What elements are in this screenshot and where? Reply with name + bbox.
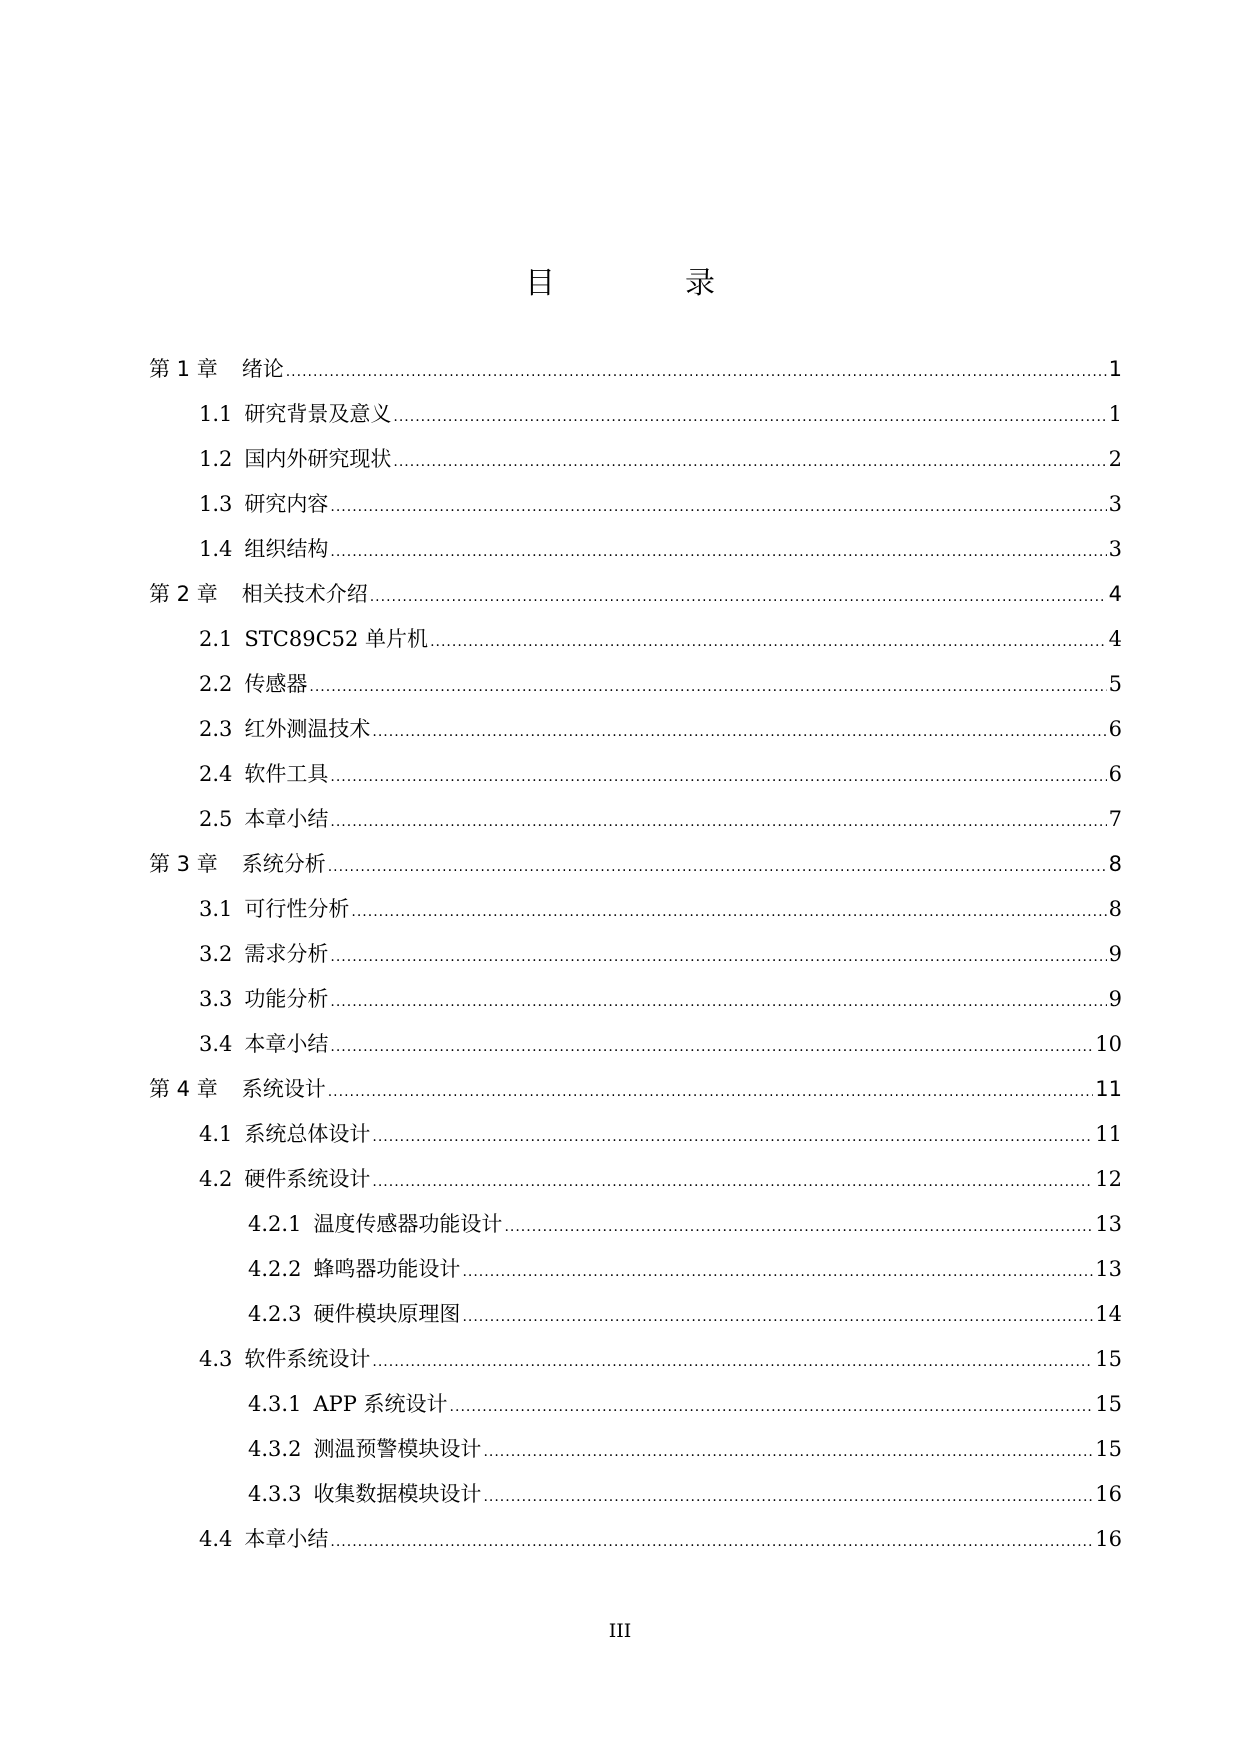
toc-entry-page: 11 xyxy=(1095,1122,1122,1146)
toc-leader-dots xyxy=(393,402,1106,432)
toc-entry[interactable] xyxy=(149,354,1122,384)
toc-entry[interactable] xyxy=(248,1389,1122,1419)
toc-entry-number: 3.4 xyxy=(199,1032,233,1056)
toc-entry-label: 硬件系统设计 xyxy=(244,1167,371,1191)
toc-entry[interactable] xyxy=(199,444,1122,474)
toc-entry-label: 收集数据模块设计 xyxy=(313,1482,482,1506)
toc-entry-page: 8 xyxy=(1108,897,1122,921)
toc-entry-label: 相关技术介绍 xyxy=(241,582,368,606)
toc-leader-dots xyxy=(328,852,1107,882)
toc-entry-number: 4.4 xyxy=(199,1527,233,1551)
toc-entry-page: 3 xyxy=(1108,537,1122,561)
toc-entry-number: 4.2.3 xyxy=(248,1302,302,1326)
toc-entry-number: 1.2 xyxy=(199,447,233,471)
toc-entry-label: 系统分析 xyxy=(241,852,326,876)
toc-entry-page: 16 xyxy=(1095,1482,1122,1506)
toc-entry[interactable] xyxy=(199,1119,1122,1149)
toc-leader-dots xyxy=(504,1212,1093,1242)
toc-entry-number: 1.1 xyxy=(199,402,233,426)
toc-entry[interactable] xyxy=(199,759,1122,789)
toc-entry-page: 4 xyxy=(1108,582,1122,606)
toc-leader-dots xyxy=(430,627,1107,657)
toc-leader-dots xyxy=(483,1437,1093,1467)
toc-entry-page: 12 xyxy=(1095,1167,1122,1191)
toc-entry-label: 组织结构 xyxy=(244,537,329,561)
toc-entry-number: 2.2 xyxy=(199,672,233,696)
toc-entry-number: 第 1 章 xyxy=(149,357,218,381)
toc-entry-number: 3.1 xyxy=(199,897,233,921)
toc-entry-page: 3 xyxy=(1108,492,1122,516)
toc-leader-dots xyxy=(330,1032,1093,1062)
toc-leader-dots xyxy=(330,537,1106,567)
toc-entry-page: 1 xyxy=(1108,402,1122,426)
toc-leader-dots xyxy=(330,762,1106,792)
toc-entry-number: 3.3 xyxy=(199,987,233,1011)
toc-entry[interactable] xyxy=(199,399,1122,429)
toc-entry[interactable] xyxy=(199,939,1122,969)
toc-entry[interactable] xyxy=(199,804,1122,834)
toc-entry-page: 6 xyxy=(1108,762,1122,786)
toc-entry[interactable] xyxy=(199,1164,1122,1194)
toc-leader-dots xyxy=(372,1122,1093,1152)
page-title: 目 录 xyxy=(525,266,765,301)
toc-entry[interactable] xyxy=(199,669,1122,699)
toc-entry-number: 第 2 章 xyxy=(149,582,218,606)
toc-entry-number: 3.2 xyxy=(199,942,233,966)
toc-entry-label: 需求分析 xyxy=(244,942,329,966)
toc-entry[interactable] xyxy=(149,849,1122,879)
toc-entry-page: 13 xyxy=(1095,1257,1122,1281)
toc-entry-page: 16 xyxy=(1095,1527,1122,1551)
toc-leader-dots xyxy=(351,897,1106,927)
toc-entry-label: 硬件模块原理图 xyxy=(313,1302,461,1326)
toc-entry-number: 4.3 xyxy=(199,1347,233,1371)
toc-entry-page: 11 xyxy=(1095,1077,1122,1101)
toc-entry-number: 4.2.2 xyxy=(248,1257,302,1281)
toc-entry-label: 软件系统设计 xyxy=(244,1347,371,1371)
toc-entry-number: 2.3 xyxy=(199,717,233,741)
toc-entry-page: 10 xyxy=(1095,1032,1122,1056)
toc-entry[interactable] xyxy=(248,1254,1122,1284)
toc-leader-dots xyxy=(393,447,1106,477)
toc-entry-page: 5 xyxy=(1108,672,1122,696)
toc-leader-dots xyxy=(372,717,1106,747)
toc-entry[interactable] xyxy=(149,1074,1122,1104)
toc-entry-page: 7 xyxy=(1108,807,1122,831)
toc-entry[interactable] xyxy=(199,534,1122,564)
toc-entry-label: STC89C52 单片机 xyxy=(244,627,429,651)
toc-entry-number: 第 4 章 xyxy=(149,1077,218,1101)
toc-entry-number: 第 3 章 xyxy=(149,852,218,876)
toc-entry[interactable] xyxy=(199,624,1122,654)
toc-entry[interactable] xyxy=(199,489,1122,519)
toc-entry-label: 软件工具 xyxy=(244,762,329,786)
toc-entry-number: 4.1 xyxy=(199,1122,233,1146)
toc-leader-dots xyxy=(462,1257,1093,1287)
toc-entry-label: 温度传感器功能设计 xyxy=(313,1212,503,1236)
toc-entry-label: 传感器 xyxy=(244,672,308,696)
toc-leader-dots xyxy=(330,942,1106,972)
toc-leader-dots xyxy=(450,1392,1094,1422)
toc-entry-page: 14 xyxy=(1095,1302,1122,1326)
toc-entry[interactable] xyxy=(248,1299,1122,1329)
toc-leader-dots xyxy=(462,1302,1093,1332)
toc-leader-dots xyxy=(330,492,1106,522)
toc-entry-label: 本章小结 xyxy=(244,807,329,831)
toc-entry-label: 测温预警模块设计 xyxy=(313,1437,482,1461)
toc-entry-page: 2 xyxy=(1108,447,1122,471)
toc-entry-page: 15 xyxy=(1095,1437,1122,1461)
toc-entry[interactable] xyxy=(149,579,1122,609)
toc-entry[interactable] xyxy=(199,1344,1122,1374)
toc-entry[interactable] xyxy=(199,1524,1122,1554)
toc-entry[interactable] xyxy=(199,984,1122,1014)
toc-entry-number: 1.4 xyxy=(199,537,233,561)
toc-entry-page: 4 xyxy=(1108,627,1122,651)
toc-entry-number: 1.3 xyxy=(199,492,233,516)
toc-leader-dots xyxy=(330,1527,1093,1557)
toc-entry-label: 红外测温技术 xyxy=(244,717,371,741)
toc-entry-label: 本章小结 xyxy=(244,1032,329,1056)
toc-entry-label: 本章小结 xyxy=(244,1527,329,1551)
toc-entry-number: 4.3.2 xyxy=(248,1437,302,1461)
toc-entry-number: 2.1 xyxy=(199,627,233,651)
toc-entry-page: 8 xyxy=(1108,852,1122,876)
toc-entry-number: 4.2.1 xyxy=(248,1212,302,1236)
toc-entry-page: 1 xyxy=(1108,357,1122,381)
toc-entry-number: 2.5 xyxy=(199,807,233,831)
toc-entry-label: 研究内容 xyxy=(244,492,329,516)
toc-entry-number: 4.3.3 xyxy=(248,1482,302,1506)
toc-leader-dots xyxy=(286,357,1107,387)
toc-leader-dots xyxy=(370,582,1107,612)
toc-entry-label: 功能分析 xyxy=(244,987,329,1011)
toc-entry[interactable] xyxy=(248,1434,1122,1464)
toc-entry-page: 13 xyxy=(1095,1212,1122,1236)
toc-entry-label: APP 系统设计 xyxy=(313,1392,448,1416)
toc-entry-label: 绪论 xyxy=(241,357,284,381)
toc-entry-label: 系统总体设计 xyxy=(244,1122,371,1146)
toc-entry-number: 2.4 xyxy=(199,762,233,786)
toc-entry-page: 9 xyxy=(1108,942,1122,966)
toc-entry-label: 系统设计 xyxy=(241,1077,326,1101)
toc-entry[interactable] xyxy=(248,1479,1122,1509)
toc-entry-page: 15 xyxy=(1095,1347,1122,1371)
toc-leader-dots xyxy=(330,987,1106,1017)
toc-leader-dots xyxy=(372,1347,1093,1377)
toc-entry-page: 6 xyxy=(1108,717,1122,741)
toc-leader-dots xyxy=(309,672,1106,702)
toc-entry[interactable] xyxy=(199,894,1122,924)
toc-entry-number: 4.2 xyxy=(199,1167,233,1191)
toc-leader-dots xyxy=(483,1482,1093,1512)
toc-entry-label: 国内外研究现状 xyxy=(244,447,392,471)
toc-leader-dots xyxy=(328,1077,1094,1107)
toc-entry-number: 4.3.1 xyxy=(248,1392,302,1416)
toc-entry-label: 可行性分析 xyxy=(244,897,350,921)
toc-entry-label: 研究背景及意义 xyxy=(244,402,392,426)
toc-entry[interactable] xyxy=(248,1209,1122,1239)
toc-entry-label: 蜂鸣器功能设计 xyxy=(313,1257,461,1281)
toc-leader-dots xyxy=(330,807,1106,837)
toc-entry-page: 9 xyxy=(1108,987,1122,1011)
toc-entry[interactable] xyxy=(199,714,1122,744)
toc-entry[interactable] xyxy=(199,1029,1122,1059)
toc-entry-page: 15 xyxy=(1095,1392,1122,1416)
page-number: III xyxy=(608,1620,632,1642)
toc-leader-dots xyxy=(372,1167,1093,1197)
